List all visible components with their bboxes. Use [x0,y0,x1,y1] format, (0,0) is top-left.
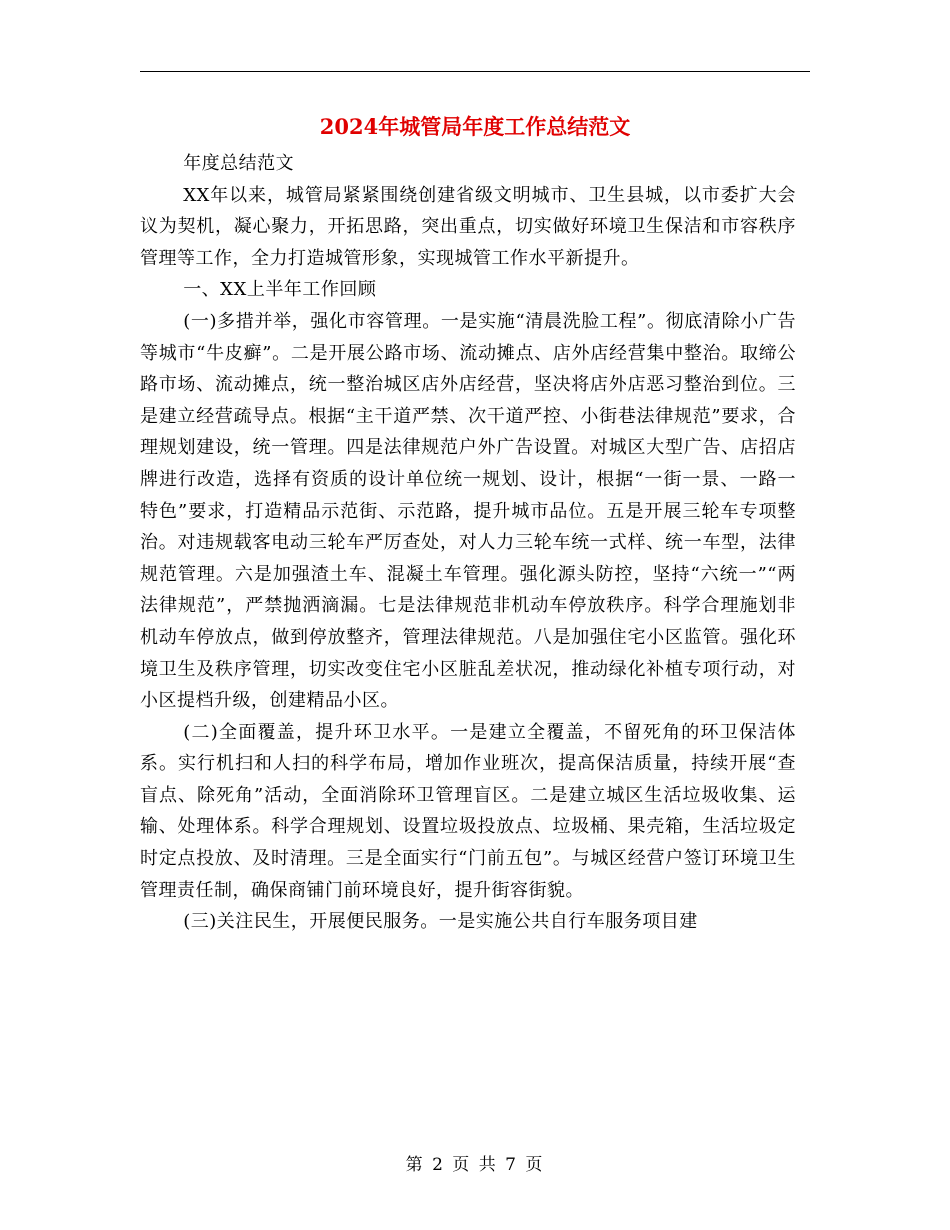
page-number-footer: 第 2 页 共 7 页 [405,1155,545,1175]
section-heading: 一、XX上半年工作回顾 [183,279,377,301]
paragraph-intro: XX年以来，城管局紧紧围绕创建省级文明城市、卫生县城，以市委扩大会议为契机，凝心聚力，开拓思路，突出重点，切实做好环境卫生保洁和市容秩序管理等工作，全力打造城管形象，实现城管工作水平新提升。 [140,184,796,269]
paragraph-public-service: (三)关注民生，开展便民服务。一是实施公共自行车服务项目建 [183,911,698,933]
paragraph-city-appearance: (一)多措并举，强化市容管理。一是实施“清晨洗脸工程”。彻底清除小广告等城市“牛皮癣”。二是开展公路市场、流动摊点、店外店经营集中整治。取缔公路市场、流动摊点，统一整治城区店外店经营，坚决将店外店恶习整治到位。三是建立经营疏导点。根据“主干道严禁、次干道严控、小街巷法律规范”要求，合理规划建设，统一管理。四是法律规范户外广告设置。对城区大型广告、店招店牌进行改造，选择有资质的设计单位统一规划、设计，根据“一街一景、一路一特色”要求，打造精品示范街、示范路，提升城市品位。五是开展三轮车专项整治。对违规载客电动三轮车严厉查处，对人力三轮车统一式样、统一车型，法律规范管理。六是加强渣土车、混凝土车管理。强化源头防控，坚持“六统一”“两法律规范”，严禁抛洒滴漏。七是法律规范非机动车停放秩序。科学合理施划非机动车停放点，做到停放整齐，管理法律规范。八是加强住宅小区监管。强化环境卫生及秩序管理，切实改变住宅小区脏乱差状况，推动绿化补植专项行动，对小区提档升级，创建精品小区。 [140,310,796,712]
paragraph-subtitle: 年度总结范文 [183,153,295,174]
document-title: 2024年城管局年度工作总结范文 [319,114,631,139]
document-body [140,148,796,938]
header-rule [140,71,810,72]
paragraph-sanitation: (二)全面覆盖，提升环卫水平。一是建立全覆盖，不留死角的环卫保洁体系。实行机扫和人扫的科学布局，增加作业班次，提高保洁质量，持续开展“查盲点、除死角”活动，全面消除环卫管理盲区。二是建立城区生活垃圾收集、运输、处理体系。科学合理规划、设置垃圾投放点、垃圾桶、果壳箱，生活垃圾定时定点投放、及时清理。三是全面实行“门前五包”。与城区经营户签订环境卫生管理责任制，确保商铺门前环境良好，提升街容街貌。 [140,721,796,901]
